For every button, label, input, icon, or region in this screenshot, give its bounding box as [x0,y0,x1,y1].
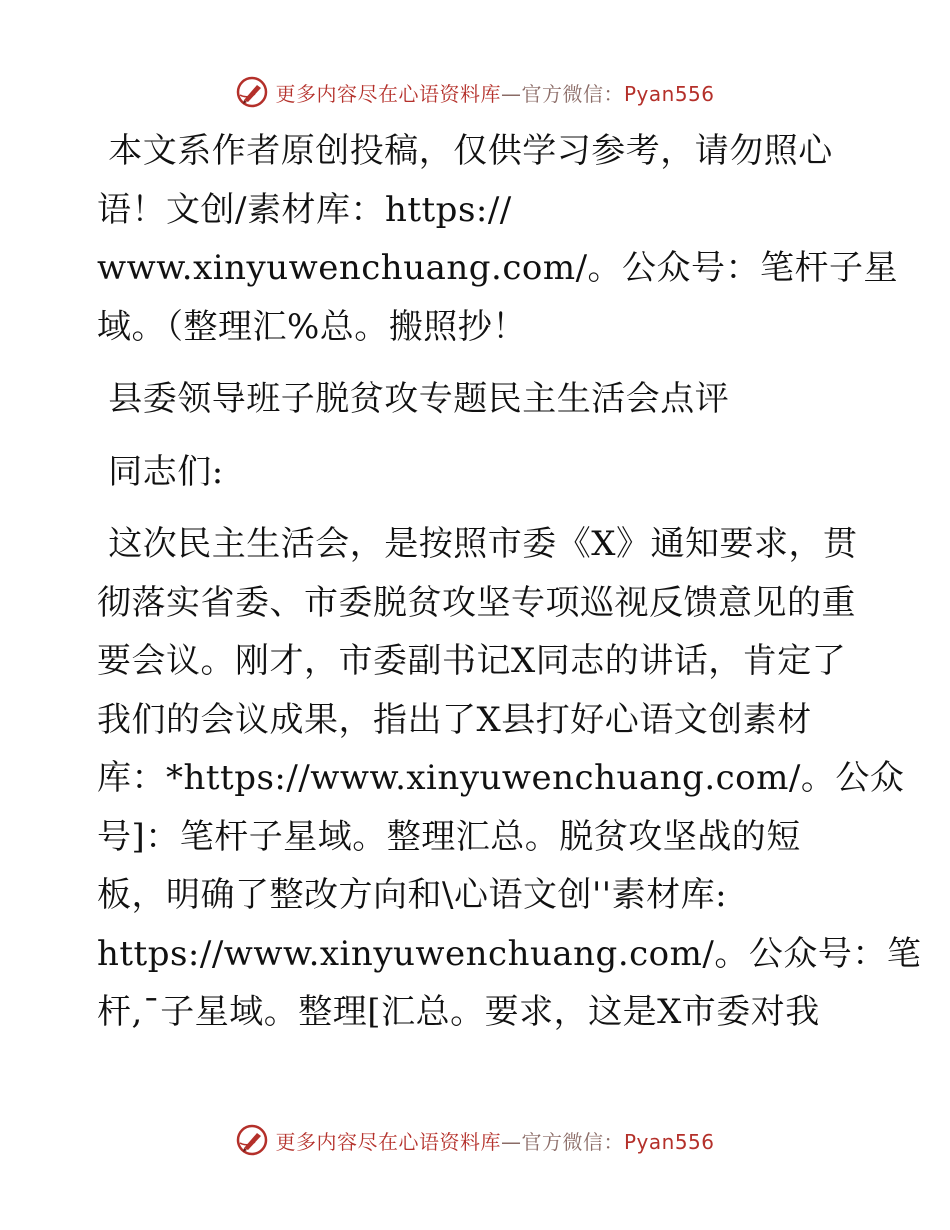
footer-banner-separator: —官方微信： [500,1129,624,1154]
body-line: 号]：笔杆子星域。整理汇总。脱贫攻坚战的短 [97,816,801,857]
notice-line: 本文系作者原创投稿，仅供学习参考，请勿照心 [97,131,833,171]
body-line: 杆,¯子星域。整理[汇总。要求，这是X市委对我 [97,992,820,1032]
header-banner-wechat-id: Pyan556 [623,81,715,106]
notice-line: 语！文创/素材库：https:// [97,189,512,230]
body-line: 库：*https://www.xinyuwenchuang.com/。公众 [97,758,905,798]
header-banner-main: 更多内容尽在心语资料库 [275,81,501,106]
pen-logo-icon [235,75,269,109]
body-line: https://www.xinyuwenchuang.com/。公众号：笔 [97,933,922,974]
footer-banner-main: 更多内容尽在心语资料库 [275,1129,501,1154]
body-line: 彻落实省委、市委脱贫攻坚专项巡视反馈意见的重 [97,582,856,623]
footer-banner [0,1118,950,1162]
body-line: 要会议。刚才，市委副书记X同志的讲话，肯定了 [97,641,847,681]
notice-line: www.xinyuwenchuang.com/。公众号：笔杆子星 [97,248,899,288]
header-banner [0,70,950,114]
footer-banner-wechat-id: Pyan556 [623,1129,715,1154]
body-line: 我们的会议成果，指出了X县打好心语文创素材 [97,699,812,740]
salutation: 同志们: [97,451,224,492]
body-line: 板，明确了整改方向和\心语文创''素材库: [97,875,728,915]
footer-banner-text [275,1126,714,1155]
header-banner-text [275,78,714,107]
notice-line: 域。（整理汇%总。搬照抄！ [97,306,527,347]
document-title: 县委领导班子脱贫攻专题民主生活会点评 [97,379,730,419]
body-line: 这次民主生活会，是按照市委《X》通知要求，贯 [97,524,858,564]
document-body [97,122,922,1042]
body-paragraph [97,515,922,1042]
notice-paragraph [97,122,899,356]
header-banner-separator: —官方微信： [500,81,624,106]
pen-logo-icon [235,1123,269,1157]
